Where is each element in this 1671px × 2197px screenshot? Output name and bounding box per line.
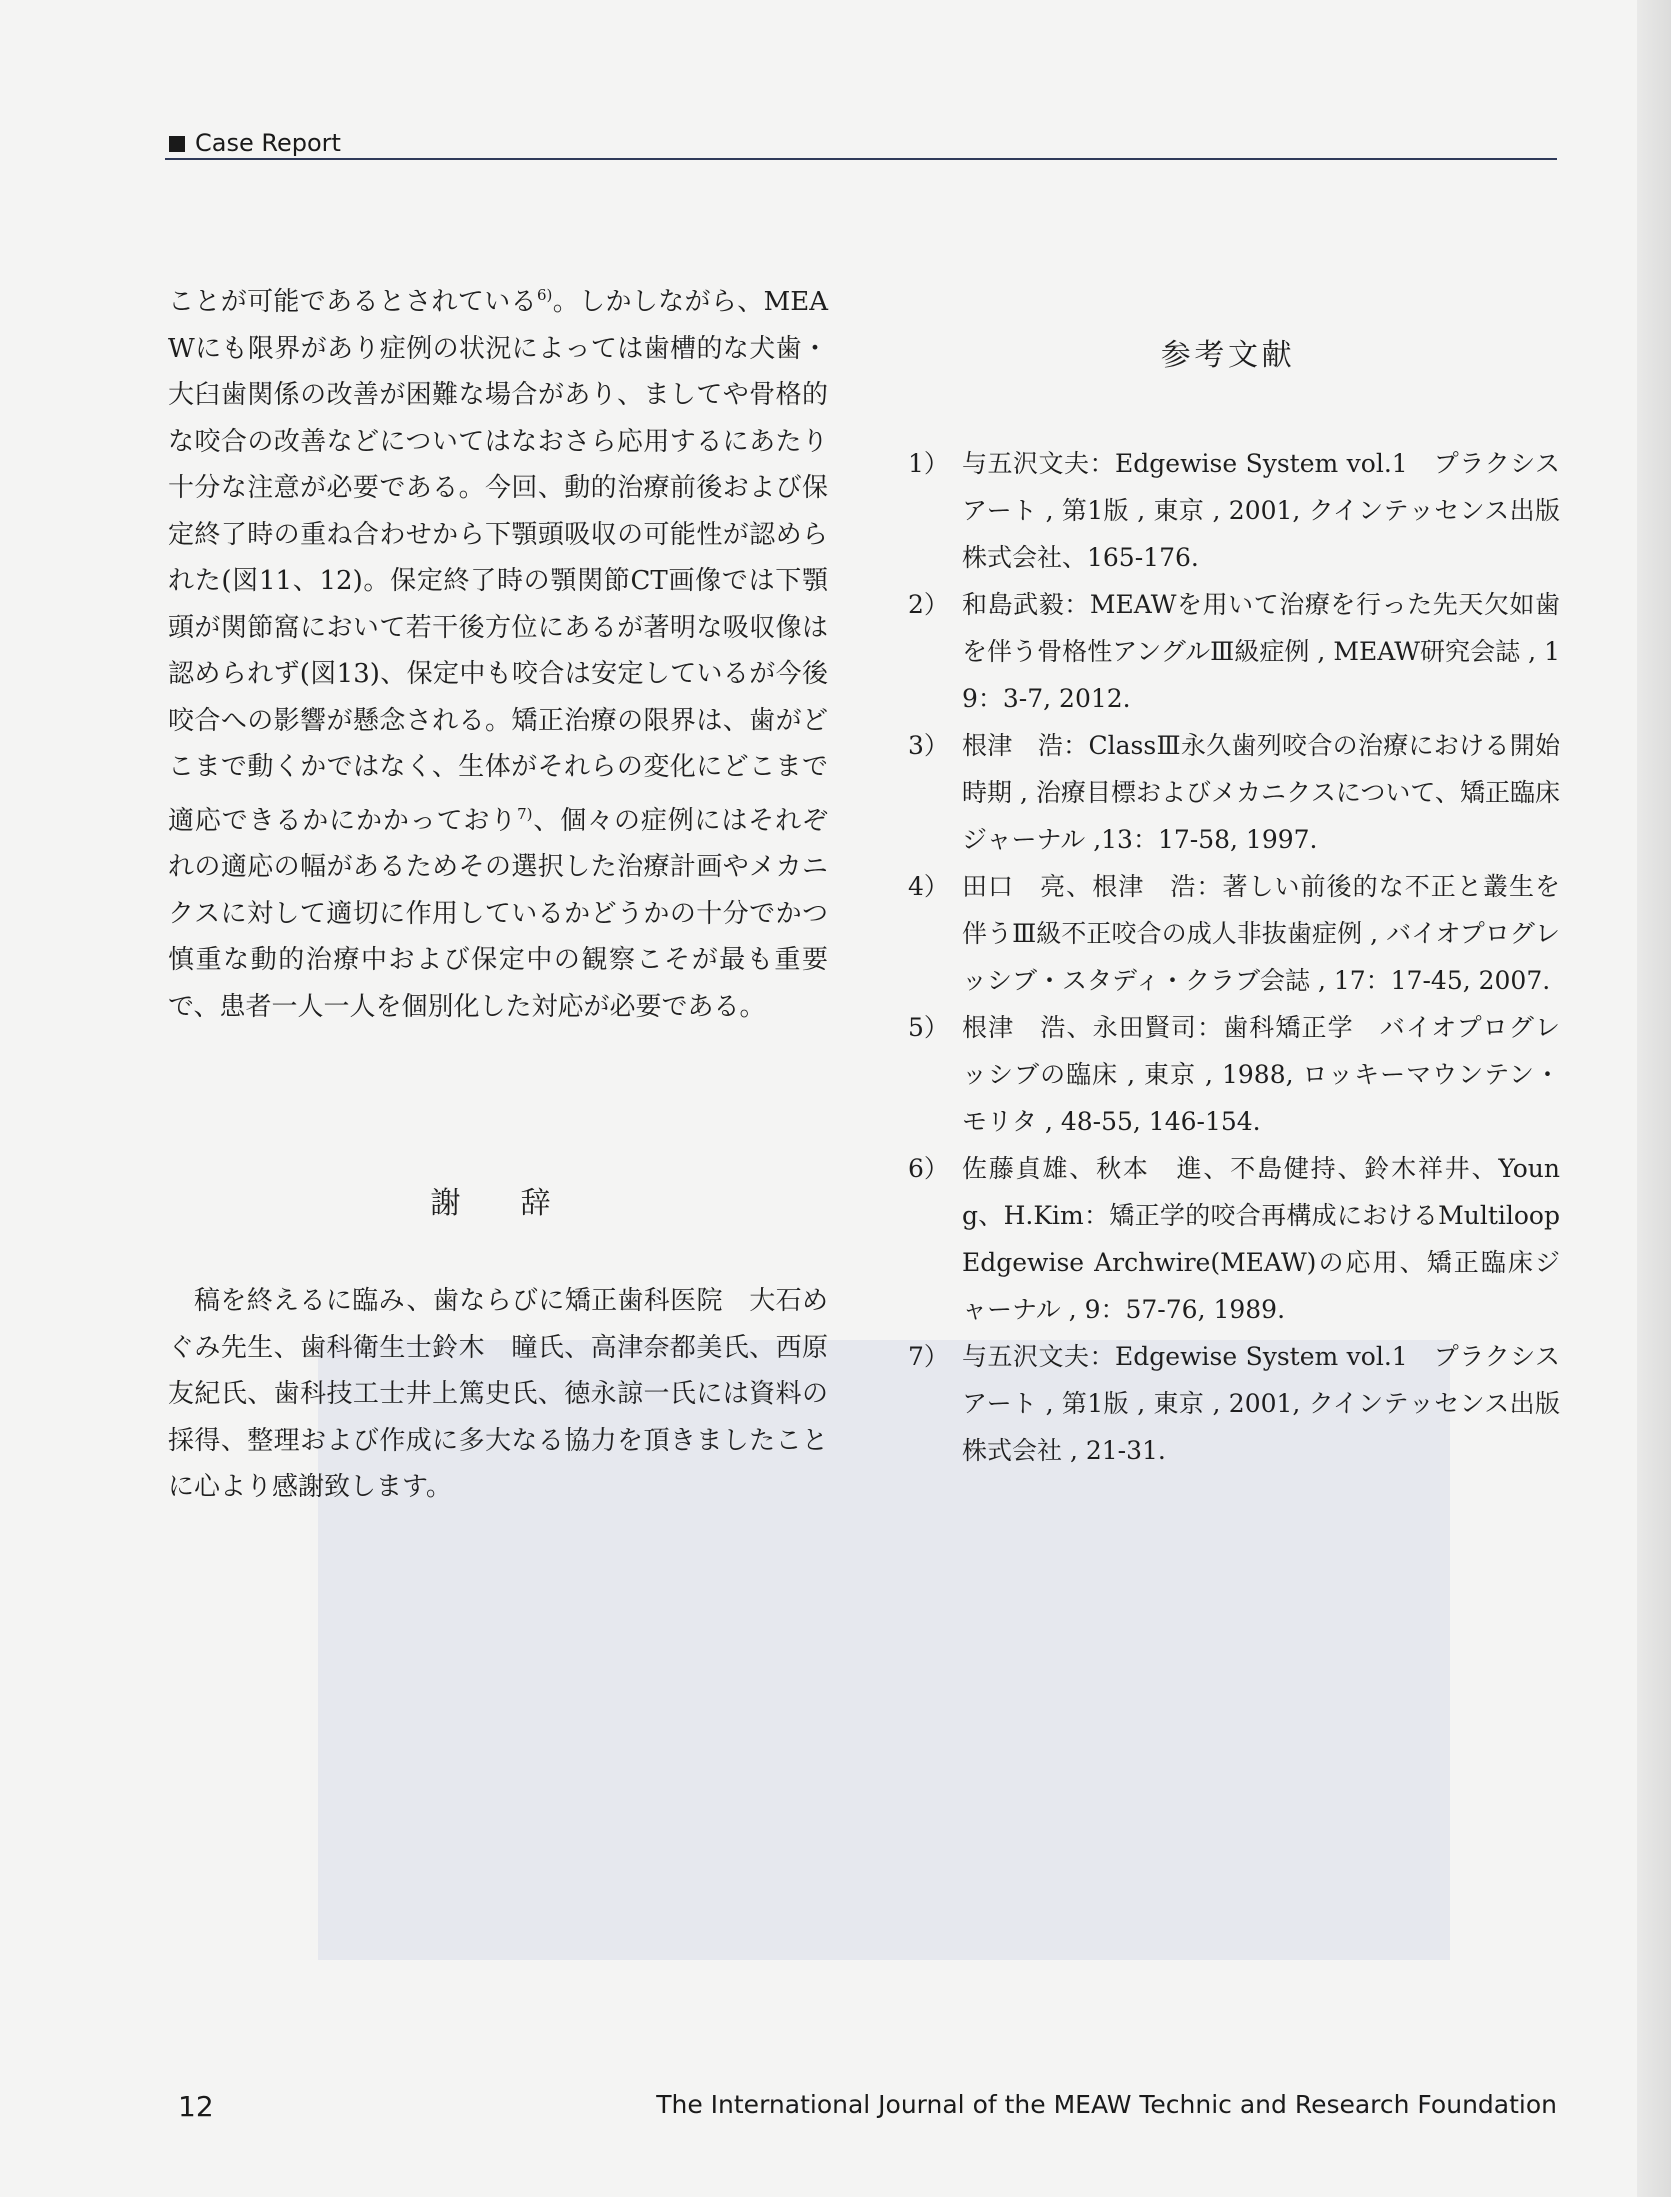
citation-7: 7) <box>517 804 533 823</box>
reference-text: 和島武毅：MEAWを用いて治療を行った先天欠如歯を伴う骨格性アングルⅢ級症例 , MEAW研究会誌 , 19：3-7, 2012. <box>962 590 1560 713</box>
page-edge-shadow <box>1637 0 1671 2197</box>
reference-item <box>900 440 1560 581</box>
reference-text: 田口 亮、根津 浩：著しい前後的な不正と叢生を伴うⅢ級不正咬合の成人非抜歯症例 , バイオプログレッシブ・スタディ・クラブ会誌 , 17：17-45, 2007. <box>962 872 1560 995</box>
acknowledgement-text: 稿を終えるに臨み、歯ならびに矯正歯科医院 大石めぐみ先生、歯科衛生士鈴木 瞳氏、高津奈都美氏、西原友紀氏、歯科技工士井上篤史氏、徳永諒一氏には資料の採得、整理および作成に多大なる協力を頂きましたことに心より感謝致します。 <box>168 1286 828 1502</box>
square-bullet-icon <box>169 136 185 152</box>
reference-item <box>900 1333 1560 1474</box>
reference-item <box>900 581 1560 722</box>
reference-text: 佐藤貞雄、秋本 進、不島健持、鈴木祥井、Young、H.Kim：矯正学的咬合再構成におけるMultiloop Edgewise Archwire(MEAW)の応用、矯正臨床ジャーナル , 9：57-76, 1989. <box>962 1154 1560 1324</box>
reference-number: 7） <box>908 1342 949 1371</box>
page-number: 12 <box>178 2090 214 2123</box>
acknowledgement-heading: 謝 辞 <box>430 1186 566 1221</box>
reference-number: 5） <box>908 1013 949 1042</box>
reference-text: 与五沢文夫：Edgewise System vol.1 プラクシスアート , 第1版 , 東京 , 2001, クインテッセンス出版株式会社、165-176. <box>962 449 1560 572</box>
page-header <box>165 128 1557 160</box>
discussion-column <box>168 272 828 1030</box>
reference-number: 6） <box>908 1154 949 1183</box>
reference-number: 1） <box>908 449 949 478</box>
reference-number: 3） <box>908 731 949 760</box>
reference-number: 4） <box>908 872 949 901</box>
reference-item <box>900 722 1560 863</box>
reference-item <box>900 1145 1560 1333</box>
reference-text: 与五沢文夫：Edgewise System vol.1 プラクシスアート , 第1版 , 東京 , 2001, クインテッセンス出版株式会社 , 21-31. <box>962 1342 1560 1465</box>
references-list <box>900 440 1560 1474</box>
reference-item <box>900 863 1560 1004</box>
reference-text: 根津 浩、永田賢司：歯科矯正学 バイオプログレッシブの臨床 , 東京 , 1988, ロッキーマウンテン・モリタ , 48-55, 146-154. <box>962 1013 1560 1136</box>
reference-number: 2） <box>908 590 949 619</box>
reference-item <box>900 1004 1560 1145</box>
references-heading: 参考文献 <box>1160 338 1296 373</box>
section-label: Case Report <box>195 129 341 157</box>
reference-text: 根津 浩：ClassⅢ永久歯列咬合の治療における開始時期 , 治療目標およびメカニクスについて、矯正臨床ジャーナル ,13：17-58, 1997. <box>962 731 1560 854</box>
paragraph-text-3: 、個々の症例にはそれぞれの適応の幅があるためその選択した治療計画やメカニクスに対して適切に作用しているかどうかの十分でかつ慎重な動的治療中および保定中の観察こそが最も重要で、患者一人一人を個別化した対応が必要である。 <box>168 805 828 1022</box>
paragraph-text-1: ことが可能であるとされている <box>168 287 537 317</box>
journal-name: The International Journal of the MEAW Technic and Research Foundation <box>656 2090 1557 2119</box>
discussion-paragraph <box>168 272 828 1030</box>
paragraph-text-2: 。しかしながら、MEAWにも限界があり症例の状況によっては歯槽的な犬歯・大臼歯関係の改善が困難な場合があり、ましてや骨格的な咬合の改善などについてはなおさら応用するにあたり十分な注意が必要である。今回、動的治療前後および保定終了時の重ね合わせから下顎頭吸収の可能性が認められた(図11、12)。保定終了時の顎関節CT画像では下顎頭が関節窩において若干後方位にあるが著明な吸収像は認められず(図13)、保定中も咬合は安定しているが今後咬合への影響が懸念される。矯正治療の限界は、歯がどこまで動くかではなく、生体がそれらの変化にどこまで適応できるかにかかっており <box>168 287 828 836</box>
citation-6: 6) <box>536 286 553 304</box>
